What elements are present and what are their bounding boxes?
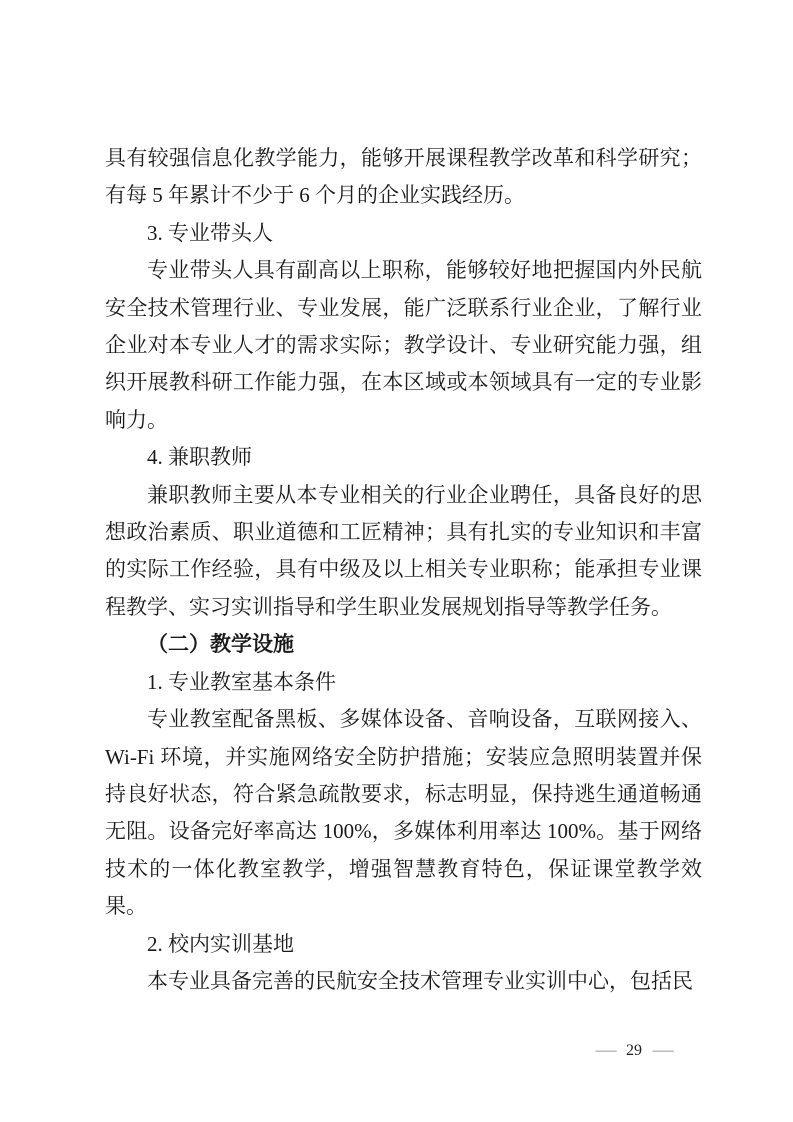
numbered-heading-1-classroom-conditions: 1. 专业教室基本条件 — [147, 669, 336, 694]
paragraph-continued: 具有较强信息化教学能力，能够开展课程教学改革和科学研究；有每 5 年累计不少于 6 个月的企业实践经历。 — [105, 146, 702, 208]
paragraph-professional-leader: 专业带头人具有副高以上职称，能够较好地把握国内外民航安全技术管理行业、专业发展，能广泛联系行业企业，了解行业企业对本专业人才的需求实际；教学设计、专业研究能力强，组织开展教科研工作能力强，在本区域或本领域具有一定的专业影响力。 — [105, 258, 702, 432]
document-body — [105, 140, 702, 1000]
footer-dash-left: — — [595, 1042, 616, 1059]
page-number: 29 — [626, 1042, 642, 1059]
paragraph-campus-training-base: 本专业具备完善的民航安全技术管理专业实训中心，包括民 — [147, 968, 693, 993]
numbered-heading-3-professional-leader: 3. 专业带头人 — [147, 220, 273, 245]
section-heading-teaching-facilities: （二）教学设施 — [147, 632, 294, 657]
page-footer — [595, 1042, 673, 1060]
numbered-heading-4-parttime-teachers: 4. 兼职教师 — [147, 445, 252, 470]
paragraph-classroom-conditions: 专业教室配备黑板、多媒体设备、音响设备，互联网接入、Wi-Fi 环境，并实施网络安全防护措施；安装应急照明装置并保持良好状态，符合紧急疏散要求，标志明显，保持逃生通道畅通无阻。设备完好率高达 100%，多媒体利用率达 100%。基于网络技术的一体化教室教学，增强智慧教育特色，保证课堂教学效果。 — [105, 707, 702, 919]
footer-dash-right: — — [652, 1042, 673, 1059]
numbered-heading-2-campus-training-base: 2. 校内实训基地 — [147, 931, 294, 956]
paragraph-parttime-teachers: 兼职教师主要从本专业相关的行业企业聘任，具备良好的思想政治素质、职业道德和工匠精神；具有扎实的专业知识和丰富的实际工作经验，具有中级及以上相关专业职称；能承担专业课程教学、实习实训指导和学生职业发展规划指导等教学任务。 — [105, 482, 702, 619]
